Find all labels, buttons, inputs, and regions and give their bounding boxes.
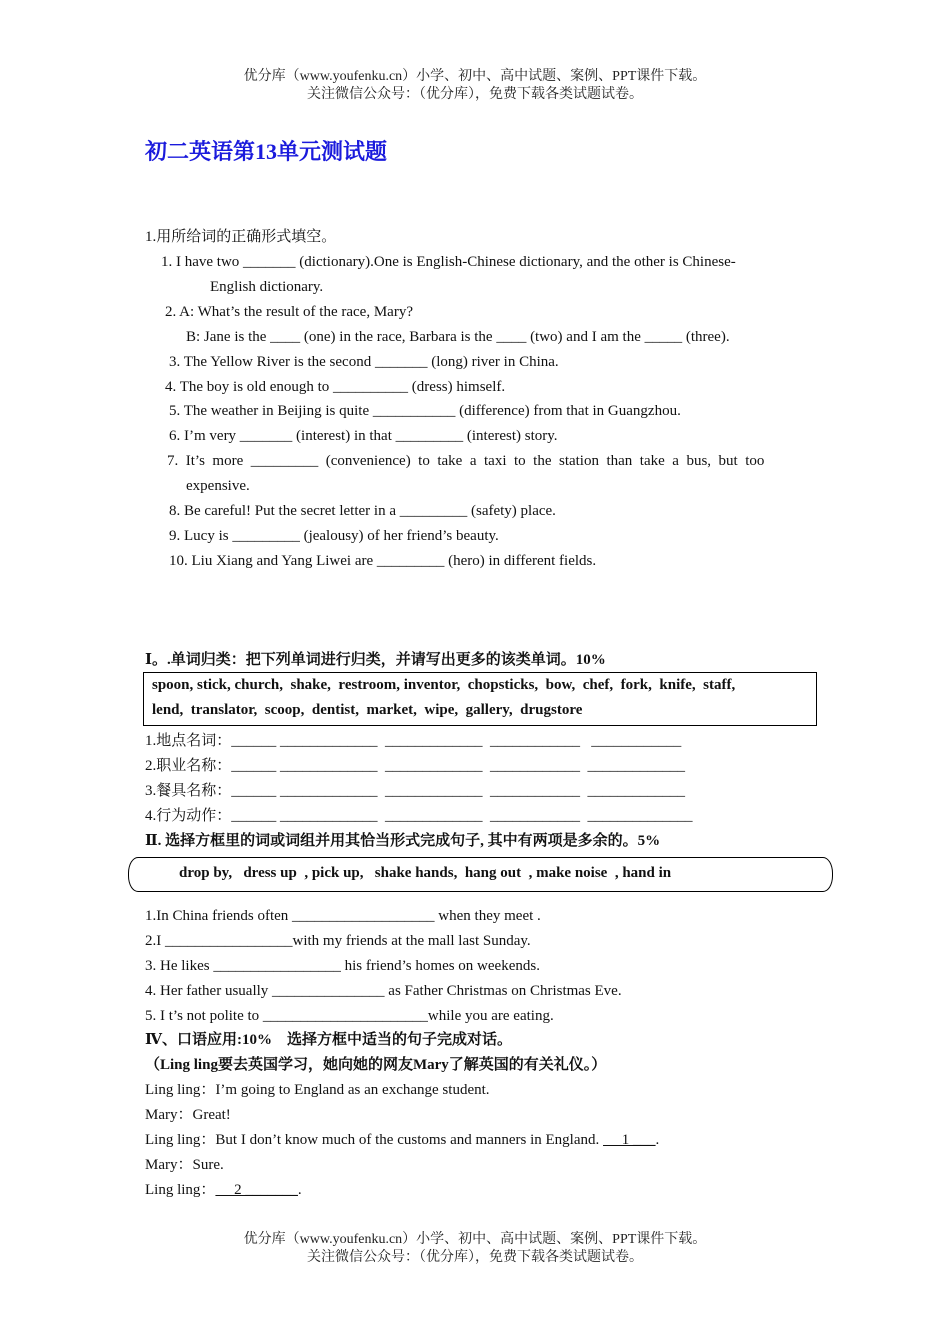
dialog-text: I’m going to England as an exchange student. <box>215 1082 490 1098</box>
section3-line: 2.I _________________with my friends at the mall last Sunday. <box>145 933 531 949</box>
dialog-line <box>145 1105 231 1125</box>
category-label: 4.行为动作： <box>145 808 232 824</box>
section4-subheading: （Ling ling要去英国学习，她向她的网友Mary了解英国的有关礼仪。） <box>145 1057 607 1073</box>
section1-line: 1. I have two _______ (dictionary).One is English-Chinese dictionary, and the other is Chinese- <box>161 254 736 270</box>
dialog-period: . <box>297 1182 302 1198</box>
dialog-blank: 1 ___ <box>603 1132 656 1148</box>
dialog-text: But I don’t know much of the customs and manners in England. <box>215 1132 604 1148</box>
section1-heading: 1.用所给词的正确形式填空。 <box>145 229 337 245</box>
category-blanks: ______ _____________ _____________ ____________ _____________ <box>231 783 686 799</box>
dialog-speaker: Ling ling： <box>145 1082 216 1098</box>
footer-line-1: 优分库（www.youfenku.cn）小学、初中、高中试题、案例、PPT课件下载。 <box>243 1232 707 1247</box>
category-row <box>145 731 681 751</box>
dialog-text: Great! <box>192 1107 231 1123</box>
section1-line: 9. Lucy is _________ (jealousy) of her friend’s beauty. <box>169 528 499 544</box>
category-label: 3.餐具名称： <box>145 783 232 799</box>
category-row <box>145 781 685 801</box>
section3-heading: Ⅱ. 选择方框里的词或词组并用其恰当形式完成句子, 其中有两项是多余的。5% <box>145 833 661 849</box>
page-title: 初二英语第13单元测试题 <box>145 139 388 164</box>
word-box-line: spoon, stick, church, shake, restroom, inventor, chopsticks, bow, chef, fork, knife, staff, <box>152 677 736 693</box>
section1-line: 2. A: What’s the result of the race, Mary? <box>165 304 413 320</box>
category-label: 1.地点名词： <box>145 733 232 749</box>
category-blanks: ______ _____________ _____________ ____________ _____________ <box>231 758 686 774</box>
dialog-speaker: Mary： <box>145 1107 193 1123</box>
footer-line-2: 关注微信公众号：（优分库），免费下载各类试题试卷。 <box>307 1250 643 1265</box>
section3-line: 5. I t’s not polite to ______________________while you are eating. <box>145 1008 554 1024</box>
category-row <box>145 806 693 826</box>
section3-line: 3. He likes _________________ his friend’s homes on weekends. <box>145 958 540 974</box>
word-box <box>143 672 817 726</box>
section1-line: 3. The Yellow River is the second _______ (long) river in China. <box>169 354 559 370</box>
dialog-text: Sure. <box>192 1157 224 1173</box>
section3-line: 4. Her father usually _______________ as Father Christmas on Christmas Eve. <box>145 983 622 999</box>
section4-heading: Ⅳ、口语应用:10% 选择方框中适当的句子完成对话。 <box>145 1032 513 1048</box>
dialog-line <box>145 1180 302 1200</box>
dialog-speaker: Mary： <box>145 1157 193 1173</box>
section1-line: expensive. <box>186 478 250 494</box>
header-line-1: 优分库（www.youfenku.cn）小学、初中、高中试题、案例、PPT课件下载。 <box>243 69 707 84</box>
phrase-box-text: drop by, dress up , pick up, shake hands, hang out , make noise , hand in <box>179 865 672 881</box>
word-box-line: lend, translator, scoop, dentist, market, wipe, gallery, drugstore <box>152 702 583 718</box>
dialog-period: . <box>655 1132 660 1148</box>
phrase-box <box>128 857 833 892</box>
section1-line: B: Jane is the ____ (one) in the race, Barbara is the ____ (two) and I am the _____ (three). <box>186 329 730 345</box>
category-label: 2.职业名称： <box>145 758 232 774</box>
section1-line: English dictionary. <box>210 279 324 295</box>
section1-line: 7. It’s more _________ (convenience) to take a taxi to the station than take a bus, but too <box>167 453 765 469</box>
section1-line: 10. Liu Xiang and Yang Liwei are _________ (hero) in different fields. <box>169 553 597 569</box>
dialog-line <box>145 1080 490 1100</box>
category-blanks: ______ _____________ _____________ ____________ ______________ <box>231 808 693 824</box>
dialog-line <box>145 1155 224 1175</box>
section1-line: 5. The weather in Beijing is quite ___________ (difference) from that in Guangzhou. <box>169 403 681 419</box>
section1-line: 4. The boy is old enough to __________ (dress) himself. <box>165 379 506 395</box>
dialog-speaker: Ling ling： <box>145 1132 216 1148</box>
dialog-speaker: Ling ling： <box>145 1182 216 1198</box>
header-line-2: 关注微信公众号：（优分库），免费下载各类试题试卷。 <box>307 87 643 102</box>
category-row <box>145 756 685 776</box>
dialog-line <box>145 1130 659 1150</box>
section1-line: 6. I’m very _______ (interest) in that _________ (interest) story. <box>169 428 558 444</box>
section2-heading: Ⅰ。.单词归类：把下列单词进行归类，并请写出更多的该类单词。10% <box>145 652 606 668</box>
section1-line: 8. Be careful! Put the secret letter in a _________ (safety) place. <box>169 503 556 519</box>
dialog-blank: 2 _______ <box>215 1182 298 1198</box>
category-blanks: ______ _____________ _____________ ____________ ____________ <box>231 733 682 749</box>
section3-line: 1.In China friends often ___________________ when they meet . <box>145 908 541 924</box>
